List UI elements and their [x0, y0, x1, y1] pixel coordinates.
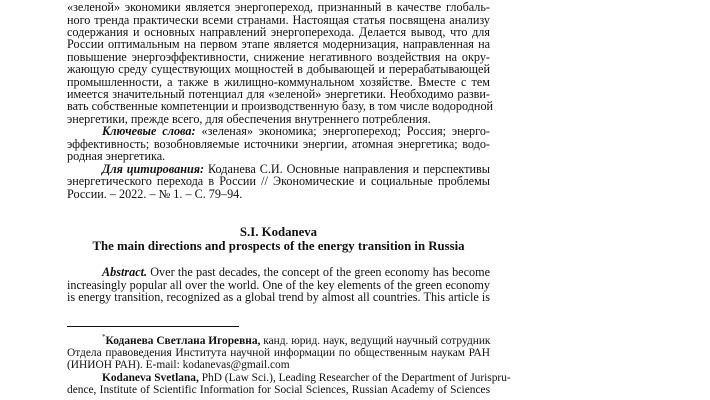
abstract-line: increasingly popular all over the world. One of the key elements of the green economy [67, 278, 490, 292]
citation-text: Коданева С.И. Основные направления и перспективы [204, 162, 490, 176]
text-line: энергетики, прежде всего, для обеспечения внутреннего потребления. [67, 112, 431, 126]
text-line: промышленности, а также в жилищно-коммунальном хозяйстве. Вместе с тем [67, 75, 490, 89]
abstract-line: is energy transition, recognized as a global trend by almost all countries. This article is [67, 290, 490, 304]
footnote-divider [67, 326, 239, 327]
keywords-line: эффективность; возобновляемые источники энергии, атомная энергетика; водо- [67, 137, 490, 151]
footnote-text: канд. юрид. наук, ведущий научный сотрудник [260, 335, 491, 347]
text-line: имеется значительный потенциал для «зеленой» энергетики. Необходимо разви- [67, 87, 490, 101]
text-line: повышение энергоэффективности, снижение негативного воздействия на окру- [67, 50, 490, 64]
author-en: S.I. Kodaneva [239, 225, 318, 239]
text-line: вать собственные компетенции и производственную базу, в том числе водородной [67, 99, 494, 113]
footnote-line: (ИНИОН РАН). E-mail: kodanevas@gmail.com [67, 359, 290, 371]
keywords-line: родная энергетика. [67, 149, 166, 163]
footnote-line: Отдела правоведения Института научной информации по общественным наукам РАН [67, 347, 490, 359]
abstract-line [102, 266, 490, 278]
text-line: жающую среду существующих мощностей в добывающей и перерабатывающей [67, 62, 490, 76]
footnote-ru-name: Коданева Светлана Игоревна, [105, 335, 261, 347]
text-line: России оптимальным на первом этапе является модернизация, направленная на [67, 37, 490, 51]
footnote-text: PhD (Law Sci.), Leading Researcher of the Department of Jurispru- [198, 372, 511, 384]
citation-line: энергетического перехода в России // Экономические и социальные проблемы [67, 174, 490, 188]
footnote-line [102, 335, 490, 347]
title-en: The main directions and prospects of the energy transition in Russia [92, 239, 465, 253]
citation-label: Для цитирования: [102, 162, 205, 176]
text-line: ного тренда практически всеми странами. Настоящая статья посвящена анализу [67, 13, 490, 27]
abstract-text: Over the past decades, the concept of the green economy has become [147, 265, 490, 279]
footnote-en-name: Kodaneva Svetlana, [102, 372, 199, 384]
abstract-label: Abstract. [102, 265, 148, 279]
text-line: «зеленой» экономики является энергопереход, признанный в качестве глобаль- [67, 0, 490, 14]
keywords-text: «зеленая» экономика; энергопереход; Россия; энерго- [195, 124, 490, 138]
keywords-line [102, 125, 490, 137]
text-line: содержания и основных направлений энергоперехода. Делается вывод, что для [67, 25, 490, 39]
keywords-label: Ключевые слова: [102, 124, 196, 138]
footnote-marker: * [102, 333, 106, 342]
citation-line: России. – 2022. – № 1. – С. 79–94. [67, 187, 243, 201]
footnote-line: dence, Institute of Scientific Information for Social Sciences, Russian Academy of Sciences [67, 384, 490, 396]
footnote-line [102, 372, 511, 384]
